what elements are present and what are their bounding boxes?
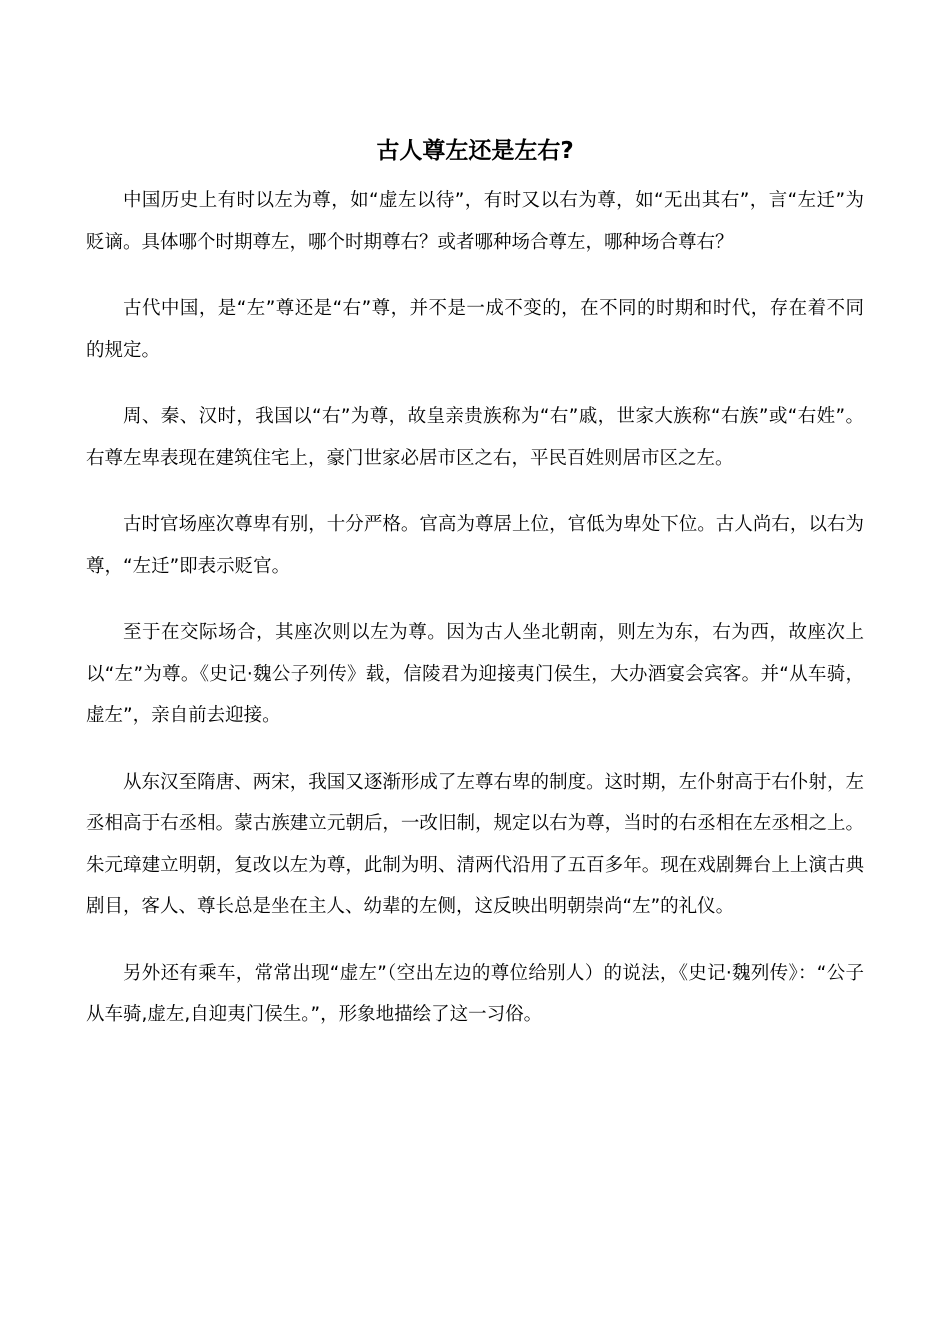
document-body [86, 180, 864, 1061]
document-title: 古人尊左还是左右? [376, 138, 574, 164]
paragraph: 古代中国，是“左”尊还是“右”尊，并不是一成不变的，在不同的时期和时代，存在着不同的规定。 [86, 298, 864, 361]
paragraph: 古时官场座次尊卑有别，十分严格。官高为尊居上位，官低为卑处下位。古人尚右，以右为尊，“左迁”即表示贬官。 [86, 514, 864, 577]
paragraph: 至于在交际场合，其座次则以左为尊。因为古人坐北朝南，则左为东，右为西，故座次上以“左”为尊。《史记·魏公子列传》载，信陵君为迎接夷门侯生，大办酒宴会宾客。并“从车骑，虚左”，亲自前去迎接。 [86, 622, 864, 726]
paragraph: 从东汉至隋唐、两宋，我国又逐渐形成了左尊右卑的制度。这时期，左仆射高于右仆射，左丞相高于右丞相。蒙古族建立元朝后，一改旧制，规定以右为尊，当时的右丞相在左丞相之上。朱元璋建立明朝，复改以左为尊，此制为明、清两代沿用了五百多年。现在戏剧舞台上上演古典剧目，客人、尊长总是坐在主人、幼辈的左侧，这反映出明朝崇尚“左”的礼仪。 [86, 771, 864, 917]
paragraph: 另外还有乘车，常常出现“虚左”（空出左边的尊位给别人）的说法，《史记·魏列传》：“公子从车骑,虚左,自迎夷门侯生。”，形象地描绘了这一习俗。 [86, 962, 864, 1025]
paragraph: 中国历史上有时以左为尊，如“虚左以待”，有时又以右为尊，如“无出其右”，言“左迁”为贬谪。具体哪个时期尊左，哪个时期尊右？或者哪种场合尊左，哪种场合尊右？ [86, 190, 864, 253]
paragraph: 周、秦、汉时，我国以“右”为尊，故皇亲贵族称为“右”戚，世家大族称“右族”或“右姓”。右尊左卑表现在建筑住宅上，豪门世家必居市区之右，平民百姓则居市区之左。 [86, 406, 864, 469]
